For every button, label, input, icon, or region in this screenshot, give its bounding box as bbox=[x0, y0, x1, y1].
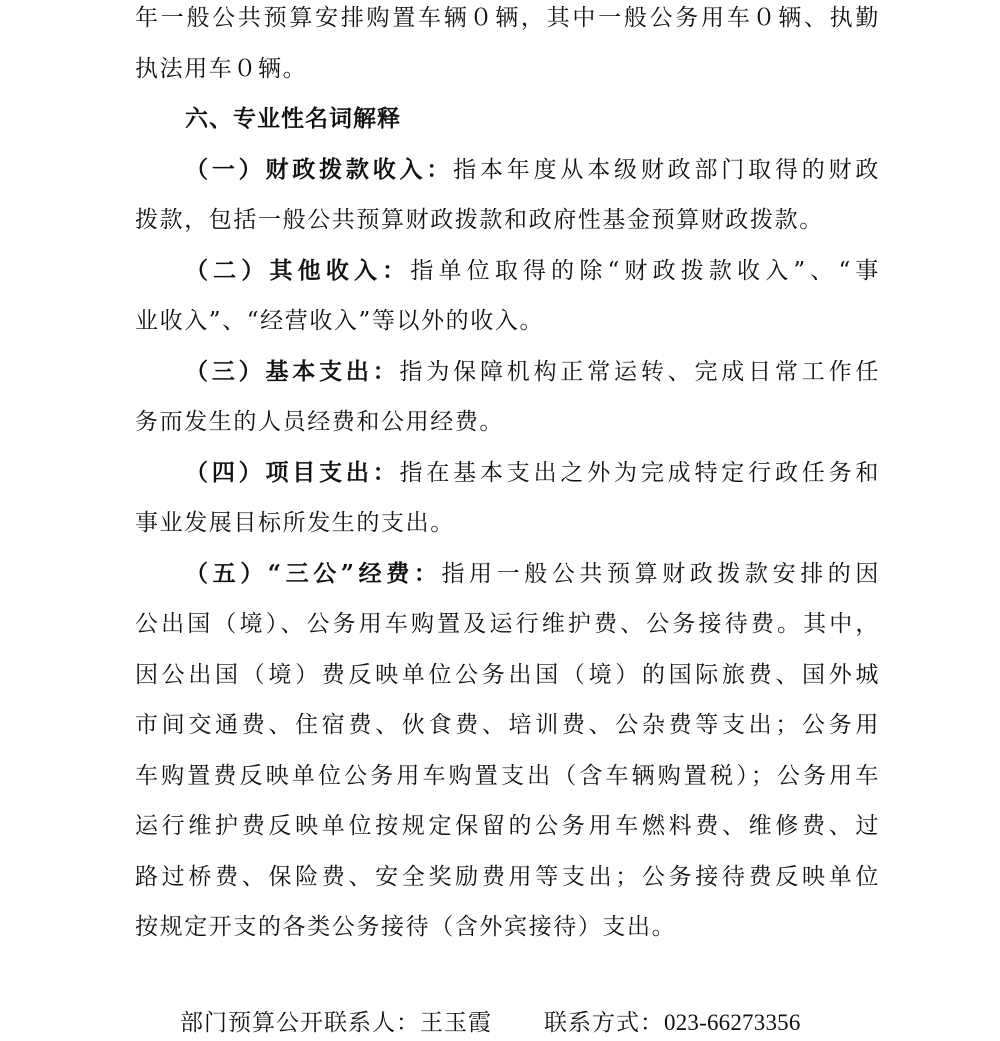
intro-line-2: 执法用车０辆。 bbox=[135, 55, 308, 82]
term-1-line-2: 拨款，包括一般公共预算财政拨款和政府性基金预算财政拨款。 bbox=[135, 207, 824, 233]
term-4-line-2: 事业发展目标所发生的支出。 bbox=[135, 510, 455, 536]
section-heading: 六、专业性名词解释 bbox=[185, 105, 401, 132]
term-1-title: （一）财政拨款收入： bbox=[185, 155, 454, 183]
term-5-line-2: 公出国（境）、公务用车购置及运行维护费、公务接待费。其中， bbox=[135, 611, 880, 637]
term-5-line-4: 市间交通费、住宿费、伙食费、培训费、公杂费等支出；公务用 bbox=[135, 712, 880, 738]
term-4-definition-start: 指在基本支出之外为完成特定行政任务和 bbox=[399, 459, 880, 486]
contact-footer bbox=[180, 1005, 880, 1041]
term-5-line-1 bbox=[135, 555, 880, 606]
intro-line-1: 年一般公共预算安排购置车辆０辆，其中一般公务用车０辆、执勤 bbox=[135, 5, 880, 31]
term-3-line-2: 务而发生的人员经费和公用经费。 bbox=[135, 409, 504, 435]
term-5-line-3: 因公出国（境）费反映单位公务出国（境）的国际旅费、国外城 bbox=[135, 661, 880, 688]
term-5-line-5: 车购置费反映单位公务用车购置支出（含车辆购置税）；公务用车 bbox=[135, 762, 880, 789]
contact-phone-label: 联系方式： bbox=[544, 1010, 664, 1036]
term-1-definition-start: 指本年度从本级财政部门取得的财政 bbox=[453, 156, 880, 183]
term-5-title: （五）“三公”经费： bbox=[185, 559, 442, 587]
term-2-line-2: 业收入”、“经营收入”等以外的收入。 bbox=[135, 308, 545, 334]
term-5-definition-start: 指用一般公共预算财政拨款安排的因 bbox=[441, 560, 880, 587]
term-5-line-7: 路过桥费、保险费、安全奖励费用等支出；公务接待费反映单位 bbox=[135, 863, 880, 890]
term-2-definition-start: 指单位取得的除“财政拨款收入”、“事 bbox=[410, 257, 880, 284]
contact-phone-number: 023-66273356 bbox=[664, 1010, 801, 1035]
term-2-line-1 bbox=[135, 252, 880, 303]
term-5-line-8: 按规定开支的各类公务接待（含外宾接待）支出。 bbox=[135, 914, 677, 940]
contact-person: 部门预算公开联系人：王玉霞 bbox=[180, 1010, 492, 1036]
term-3-definition-start: 指为保障机构正常运转、完成日常工作任 bbox=[399, 358, 880, 385]
term-2-title: （二）其他收入： bbox=[185, 256, 411, 284]
document-body bbox=[135, 0, 880, 959]
term-1-line-1 bbox=[135, 151, 880, 202]
term-4-title: （四）项目支出： bbox=[185, 458, 400, 486]
term-3-title: （三）基本支出： bbox=[185, 357, 400, 385]
term-3-line-1 bbox=[135, 353, 880, 404]
term-5-line-6: 运行维护费反映单位按规定保留的公务用车燃料费、维修费、过 bbox=[135, 813, 880, 839]
term-4-line-1 bbox=[135, 454, 880, 505]
